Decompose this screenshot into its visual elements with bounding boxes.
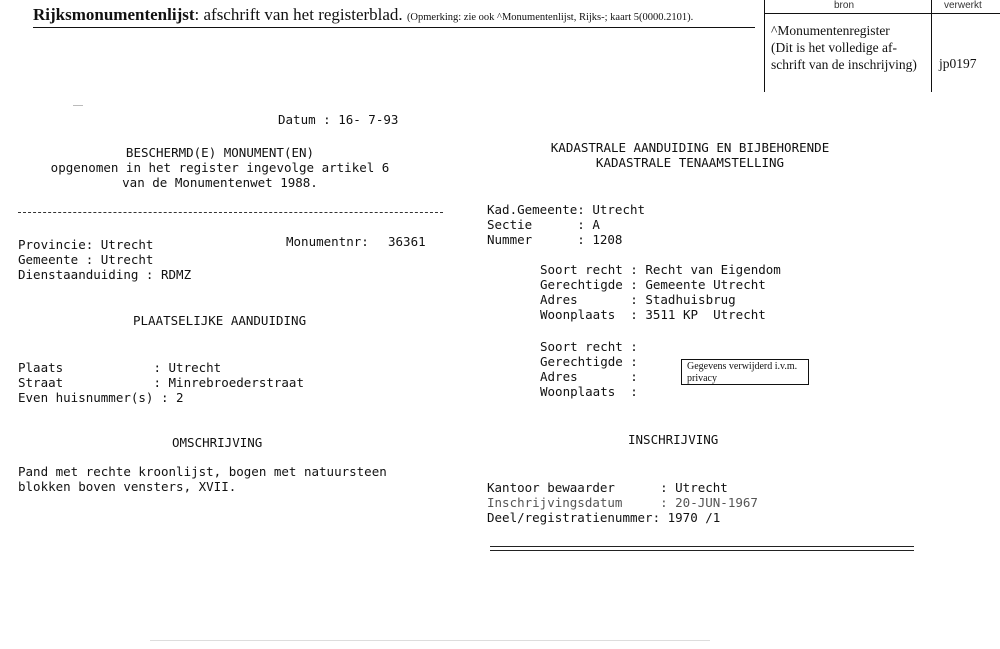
inschrijving-heading: INSCHRIJVING [628,432,719,447]
source-box-header-rule [764,13,1000,14]
header-divider [33,27,755,28]
owner-2: Soort recht : Gerechtigde : Adres : Woonplaats : [540,339,638,399]
dashed-divider [18,212,443,213]
omschrijving-text: Pand met rechte kroonlijst, bogen met natuursteen blokken boven vensters, XVII. [18,464,387,494]
huisnummer: Even huisnummer(s) : 2 [18,390,184,405]
privacy-notice: Gegevens verwijderd i.v.m. privacy [681,359,809,385]
plaatselijke-heading: PLAATSELIJKE AANDUIDING [133,313,307,328]
kantoor-bewaarder: Kantoor bewaarder : Utrecht [487,480,728,495]
kad-gemeente: Kad.Gemeente: Utrecht [487,202,646,217]
provincie: Provincie: Utrecht [18,237,154,252]
header-note: (Opmerking: zie ook ^Monumentenlijst, Rijks-; kaart 5(0000.2101). [406,12,694,23]
dienstaanduiding: Dienstaanduiding : RDMZ [18,267,192,282]
page-header [33,5,693,25]
scan-edge-line [150,640,710,641]
gemeente: Gemeente : Utrecht [18,252,154,267]
nummer: Nummer : 1208 [487,232,623,247]
sectie: Sectie : A [487,217,600,232]
header-title-bold: Rijksmonumentenlijst [33,5,195,24]
source-box [764,0,1000,92]
monumentnr-value: 36361 [388,234,426,249]
column-verwerkt-label: verwerkt [944,0,982,11]
straat: Straat : Minrebroederstraat [18,375,304,390]
verwerkt-code: jp0197 [939,56,977,71]
double-divider [490,546,914,551]
column-bron-label: bron [834,0,855,11]
omschrijving-heading: OMSCHRIJVING [172,435,263,450]
inschrijvingsdatum: Inschrijvingsdatum : 20-JUN-1967 [487,495,758,510]
deel-registratienummer: Deel/registratienummer: 1970 /1 [487,510,721,525]
bron-text: ^Monumentenregister (Dit is het volledige af- schrift van de inschrijving) [771,23,917,72]
datum: Datum : 16- 7-93 [278,112,399,127]
owner-1: Soort recht : Recht van Eigendom Gerechtigde : Gemeente Utrecht Adres : Stadhuisbrug Woonplaats : 3511 KP Utrecht [540,262,781,322]
header-title-rest: : afschrift van het registerblad. [194,5,403,24]
monumentnr-label: Monumentnr: [286,234,369,249]
beschermd-heading: BESCHERMD(E) MONUMENT(EN) opgenomen in het register ingevolge artikel 6 van de Monumentenwet 1988. [50,145,390,190]
plaats: Plaats : Utrecht [18,360,222,375]
kadastrale-heading: KADASTRALE AANDUIDING EN BIJBEHORENDE KADASTRALE TENAAMSTELLING [550,140,830,170]
scan-mark [73,105,83,106]
